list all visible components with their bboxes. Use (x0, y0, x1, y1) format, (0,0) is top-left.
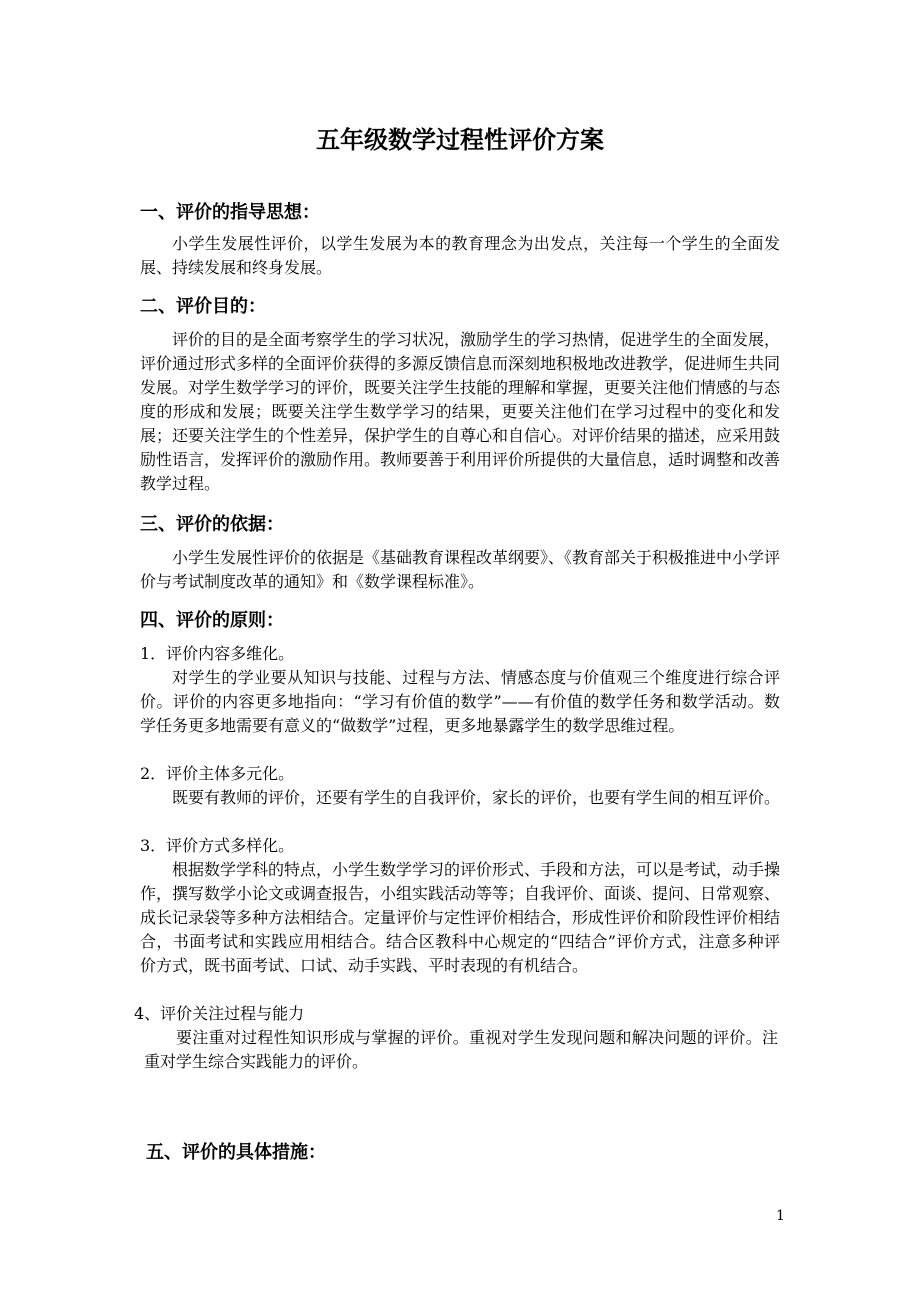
section-heading-basis: 三、评价的依据： (140, 514, 284, 535)
principle-text-3: 根据数学学科的特点，小学生数学学习的评价形式、手段和方法，可以是考试，动手操作，撰写数学小论文或调查报告，小组实践活动等等；自我评价、面谈、提问、日常观察、成长记录袋等多种方法相结合。定量评价与定性评价相结合，形成性评价和阶段性评价相结合，书面考试和实践应用相结合。结合区教科中心规定的“四结合”评价方式，注意多种评价方式，既书面考试、口试、动手实践、平时表现的有机结合。 (140, 860, 781, 975)
section-text-basis: 小学生发展性评价的依据是《基础教育课程改革纲要》、《教育部关于积极推进中小学评价与考试制度改革的通知》和《数学课程标准》。 (140, 548, 781, 591)
principle-text-2: 既要有教师的评价，还要有学生的自我评价，家长的评价，也要有学生间的相互评价。 (172, 788, 781, 807)
section-heading-purpose: 二、评价目的： (140, 296, 266, 317)
section-heading-measures: 五、评价的具体措施： (146, 1142, 326, 1163)
page-number: 1 (776, 1208, 785, 1224)
principle-label-1: 1．评价内容多维化。 (140, 644, 295, 663)
section-text-purpose: 评价的目的是全面考察学生的学习状况，激励学生的学习热情，促进学生的全面发展，评价通过形式多样的全面评价获得的多源反馈信息而深刻地积极地改进教学，促进师生共同发展。对学生数学学习的评价，既要关注学生技能的理解和掌握，更要关注他们情感的与态度的形成和发展；既要关注学生数学学习的结果，更要关注他们在学习过程中的变化和发展；还要关注学生的个性差异，保护学生的自尊心和自信心。对评价结果的描述，应采用鼓励性语言，发挥评价的激励作用。教师要善于利用评价所提供的大量信息，适时调整和改善教学过程。 (140, 330, 781, 493)
document-title: 五年级数学过程性评价方案 (316, 126, 604, 154)
section-text-guiding-idea: 小学生发展性评价，以学生发展为本的教育理念为出发点，关注每一个学生的全面发展、持续发展和终身发展。 (140, 234, 780, 277)
section-heading-guiding-idea: 一、评价的指导思想： (140, 202, 320, 223)
section-heading-principles: 四、评价的原则： (140, 610, 284, 631)
principle-label-2: 2．评价主体多元化。 (140, 764, 295, 783)
principle-label-4: 4、评价关注过程与能力 (134, 1004, 305, 1023)
principle-text-1: 对学生的学业要从知识与技能、过程与方法、情感态度与价值观三个维度进行综合评价。评价的内容更多地指向：“学习有价值的数学”——有价值的数学任务和数学活动。数学任务更多地需要有意义的“做数学”过程，更多地暴露学生的数学思维过程。 (140, 668, 780, 735)
principle-text-4: 要注重对过程性知识形成与掌握的评价。重视对学生发现问题和解决问题的评价。注重对学生综合实践能力的评价。 (144, 1028, 778, 1071)
principle-label-3: 3．评价方式多样化。 (140, 836, 295, 855)
